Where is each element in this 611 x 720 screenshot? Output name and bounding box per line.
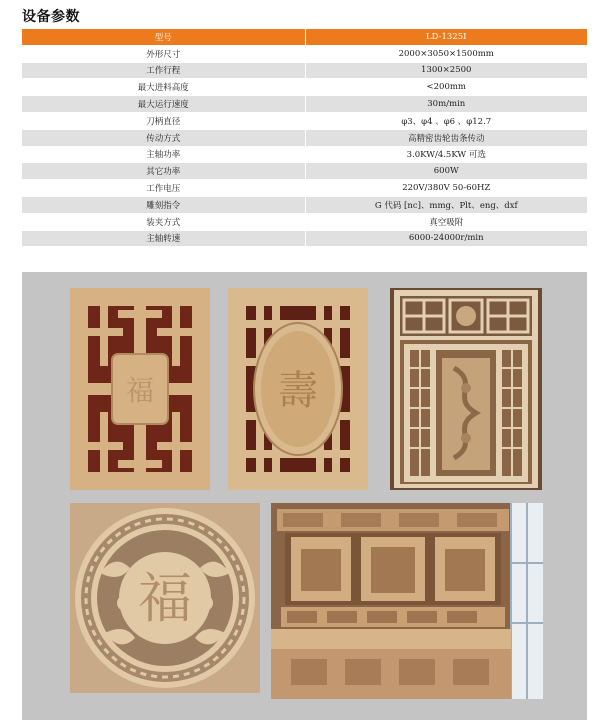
spec-row — [22, 79, 587, 96]
photo-shou-panel — [228, 288, 368, 490]
spec-row — [22, 62, 587, 79]
spec-header-row — [22, 29, 587, 45]
fu-glyph: 福 — [125, 374, 155, 407]
spec-row — [22, 163, 587, 180]
shou-glyph: 壽 — [278, 368, 318, 414]
spec-row — [22, 45, 587, 62]
spec-header-label: 型号 — [22, 29, 305, 45]
spec-label: 工作行程 — [22, 62, 305, 79]
spec-value: <200mm — [305, 79, 587, 96]
photo-fu-panel — [70, 288, 210, 490]
spec-row — [22, 196, 587, 213]
spec-table — [22, 29, 587, 247]
spec-row — [22, 96, 587, 113]
spec-value: 30m/min — [305, 96, 587, 113]
spec-label: 外形尺寸 — [22, 45, 305, 62]
spec-label: 传动方式 — [22, 129, 305, 146]
spec-row — [22, 230, 587, 247]
spec-value: 6000-24000r/min — [305, 230, 587, 247]
spec-value: 高精密齿轮齿条传动 — [305, 129, 587, 146]
photo-round-medallion — [70, 503, 260, 693]
spec-label: 最大进料高度 — [22, 79, 305, 96]
spec-header-value: LD-1325I — [305, 29, 587, 45]
product-gallery — [22, 272, 587, 720]
spec-value: 真空吸附 — [305, 213, 587, 230]
spec-row — [22, 112, 587, 129]
spec-label: 雕刻指令 — [22, 196, 305, 213]
spec-row — [22, 213, 587, 230]
spec-label: 装夹方式 — [22, 213, 305, 230]
spec-label: 工作电压 — [22, 180, 305, 197]
spec-value: φ3、φ4 、φ6 、φ12.7 — [305, 112, 587, 129]
medallion-glyph: 福 — [138, 567, 192, 630]
spec-row — [22, 129, 587, 146]
spec-value: 2000×3050×1500mm — [305, 45, 587, 62]
spec-label: 刀柄直径 — [22, 112, 305, 129]
spec-row — [22, 180, 587, 197]
spec-value: 600W — [305, 163, 587, 180]
section-title: 设备参数 — [22, 9, 80, 25]
spec-value: 3.0KW/4.5KW 可选 — [305, 146, 587, 163]
spec-row — [22, 146, 587, 163]
spec-value: 1300×2500 — [305, 62, 587, 79]
spec-value: 220V/380V 50-60HZ — [305, 180, 587, 197]
spec-value: G 代码 [nc]、mmg、Plt、eng、dxf — [305, 196, 587, 213]
spec-label: 最大运行速度 — [22, 96, 305, 113]
photo-carved-bed — [271, 503, 543, 699]
spec-label: 主轴功率 — [22, 146, 305, 163]
spec-label: 主轴转速 — [22, 230, 305, 247]
photo-lattice-door — [390, 288, 542, 490]
spec-label: 其它功率 — [22, 163, 305, 180]
